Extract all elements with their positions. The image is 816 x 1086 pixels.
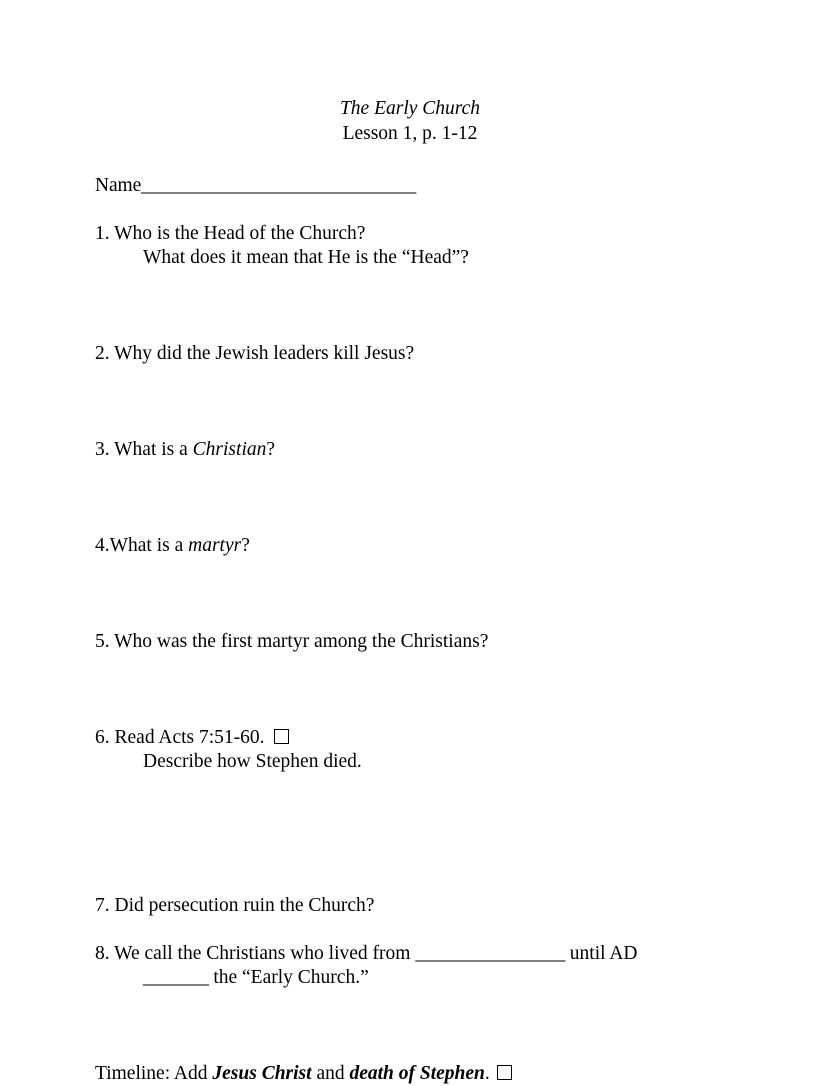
question-3 (95, 438, 721, 462)
question-6-subtext: Describe how Stephen died. (143, 751, 362, 772)
page-title: The Early Church (339, 98, 481, 119)
question-7 (95, 894, 721, 918)
question-4-prefix: 4.What is a (95, 535, 189, 556)
spacer (95, 366, 721, 438)
spacer (95, 654, 721, 726)
question-2 (95, 342, 721, 366)
question-3-prefix: 3. What is a (95, 439, 193, 460)
timeline-suffix: . (484, 1063, 490, 1084)
question-4-suffix: ? (241, 535, 250, 556)
worksheet-content (95, 96, 721, 1086)
question-8-part1: 8. We call the Christians who lived from (95, 943, 416, 964)
question-8-text (95, 942, 721, 966)
question-8 (95, 942, 721, 990)
name-blank-rule[interactable]: ______________________________ (141, 175, 416, 196)
question-8-blank-1[interactable]: ________________ (415, 943, 565, 964)
spacer (95, 990, 721, 1062)
spacer (95, 918, 721, 942)
question-1-subtext: What does it mean that He is the “Head”? (143, 247, 469, 268)
checkbox-icon[interactable] (274, 729, 289, 744)
timeline-term-1: Jesus Christ (212, 1063, 312, 1084)
question-7-text: 7. Did persecution ruin the Church? (95, 895, 375, 916)
timeline-task (95, 1062, 721, 1086)
timeline-prefix: Timeline: Add (95, 1063, 213, 1084)
question-1 (95, 222, 721, 270)
spacer (95, 198, 721, 222)
question-6-text (95, 726, 721, 750)
question-4-term: martyr (188, 535, 242, 556)
question-8-blank-2[interactable]: _______ (143, 967, 209, 988)
spacer (95, 774, 721, 846)
page-subtitle: Lesson 1, p. 1-12 (342, 123, 478, 144)
question-8-subtext (95, 966, 721, 990)
timeline-term-2: death of Stephen (349, 1063, 485, 1084)
timeline-text (95, 1062, 721, 1086)
name-label: Name (95, 175, 142, 196)
question-6 (95, 726, 721, 774)
spacer (95, 558, 721, 630)
name-field-line (95, 146, 721, 198)
question-8-part3: the “Early Church.” (208, 967, 369, 988)
timeline-middle: and (311, 1063, 350, 1084)
question-4 (95, 534, 721, 558)
question-6-label: 6. Read Acts 7:51-60. (95, 727, 265, 748)
question-3-text (95, 438, 721, 462)
checkbox-icon[interactable] (497, 1065, 512, 1080)
question-1-text: 1. Who is the Head of the Church? (95, 223, 366, 244)
question-4-text (95, 534, 721, 558)
question-2-text: 2. Why did the Jewish leaders kill Jesus? (95, 343, 415, 364)
spacer (95, 270, 721, 342)
question-3-suffix: ? (266, 439, 276, 460)
question-5 (95, 630, 721, 654)
question-3-term: Christian (192, 439, 267, 460)
spacer (95, 462, 721, 534)
question-8-part2: until AD (564, 943, 638, 964)
question-5-text: 5. Who was the first martyr among the Christians? (95, 631, 489, 652)
spacer (95, 846, 721, 894)
